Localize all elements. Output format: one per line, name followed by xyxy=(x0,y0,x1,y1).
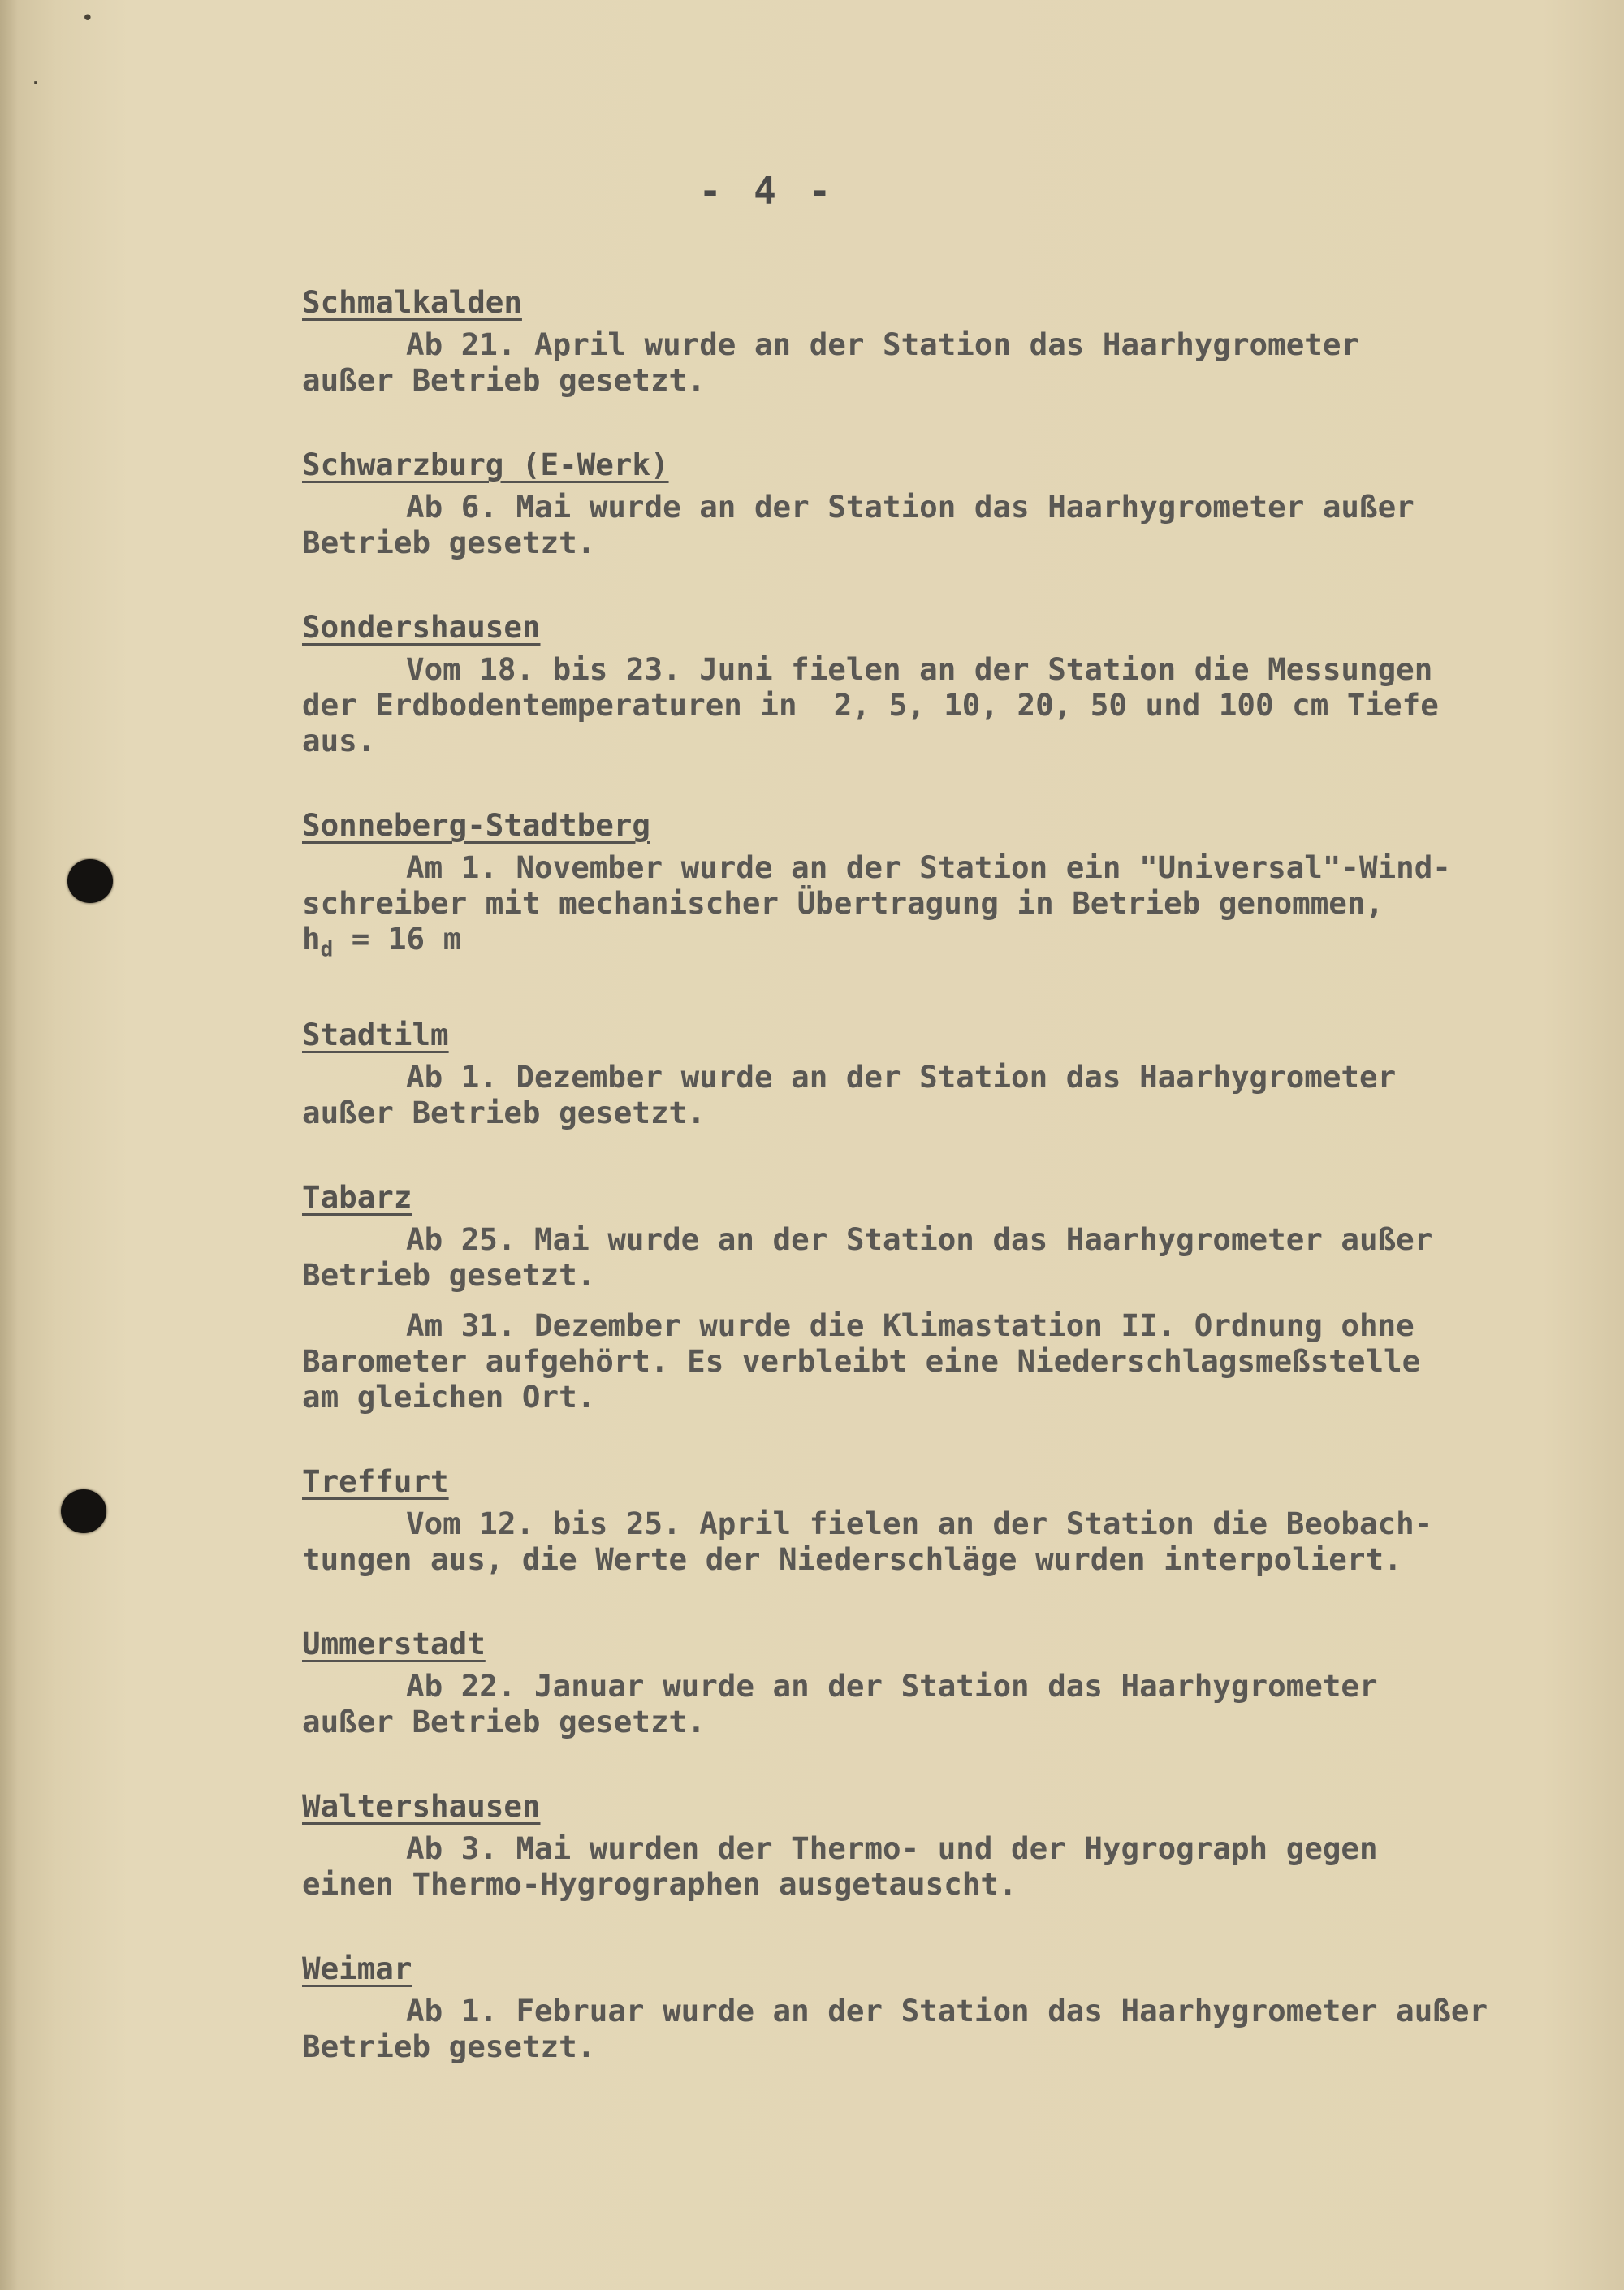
station-note xyxy=(302,1668,1585,1739)
station-entry xyxy=(302,609,1585,758)
station-note xyxy=(302,1993,1585,2064)
station-entry xyxy=(302,1463,1585,1577)
note-text: Ab 6. Mai wurde an der Station das Haarhygrometer außer Betrieb gesetzt. xyxy=(302,489,1415,560)
station-entry xyxy=(302,447,1585,560)
station-note xyxy=(302,489,1585,560)
note-text: Ab 21. April wurde an der Station das Haarhygrometer außer Betrieb gesetzt. xyxy=(302,326,1359,398)
station-note xyxy=(302,1506,1585,1577)
station-heading: Sondershausen xyxy=(302,609,541,645)
station-note xyxy=(302,1307,1585,1415)
station-heading: Tabarz xyxy=(302,1178,412,1215)
station-heading: Treffurt xyxy=(302,1463,449,1499)
ink-speck: • xyxy=(81,6,94,31)
station-entry xyxy=(302,1017,1585,1130)
note-text: Ab 1. Dezember wurde an der Station das Haarhygrometer außer Betrieb gesetzt. xyxy=(302,1058,1397,1130)
note-text: Am 31. Dezember wurde die Klimastation II. Ordnung ohne Barometer aufgehört. Es verbleibt eine Niederschlagsmeßstelle am gleichen Ort. xyxy=(302,1307,1421,1415)
station-entry xyxy=(302,1788,1585,1902)
station-heading: Waltershausen xyxy=(302,1787,541,1824)
height-subscript: d xyxy=(320,937,334,962)
note-text: Vom 18. bis 23. Juni fielen an der Station die Messungen der Erdbodentemperaturen in 2, 5, 10, 20, 50 und 100 cm Tiefe aus. xyxy=(302,651,1439,758)
station-heading: Ummerstadt xyxy=(302,1625,486,1661)
punch-hole-lower xyxy=(61,1489,106,1533)
station-note xyxy=(302,1221,1585,1293)
station-heading: Stadtilm xyxy=(302,1016,449,1052)
station-note xyxy=(302,651,1585,758)
station-entry xyxy=(302,1951,1585,2064)
note-text: Am 1. November wurde an der Station ein "Universal"-Wind- schreiber mit mechanischer Übertragung in Betrieb genommen, h xyxy=(302,849,1451,957)
note-text: Ab 1. Februar wurde an der Station das Haarhygrometer außer Betrieb gesetzt. xyxy=(302,1992,1488,2064)
station-note xyxy=(302,326,1585,398)
page-edge-shadow xyxy=(0,0,18,2290)
station-entry xyxy=(302,1179,1585,1415)
station-entry xyxy=(302,807,1585,968)
note-text: Ab 22. Januar wurde an der Station das Haarhygrometer außer Betrieb gesetzt. xyxy=(302,1667,1378,1739)
document-body xyxy=(302,284,1585,2113)
station-entry xyxy=(302,1626,1585,1739)
station-note xyxy=(302,849,1585,968)
station-note xyxy=(302,1830,1585,1902)
ink-speck: · xyxy=(29,71,42,96)
note-text: Ab 3. Mai wurden der Thermo- und der Hygrograph gegen einen Thermo-Hygrographen ausgetauscht. xyxy=(302,1830,1378,1902)
note-text: Vom 12. bis 25. April fielen an der Station die Beobach- tungen aus, die Werte der Niederschläge wurden interpoliert. xyxy=(302,1505,1433,1577)
height-value: = 16 m xyxy=(333,921,462,957)
station-heading: Weimar xyxy=(302,1950,412,1986)
note-text: Ab 25. Mai wurde an der Station das Haarhygrometer außer Betrieb gesetzt. xyxy=(302,1221,1433,1293)
station-heading: Schmalkalden xyxy=(302,284,522,320)
station-heading: Sonneberg-Stadtberg xyxy=(302,807,650,843)
station-entry xyxy=(302,284,1585,398)
page-number: - 4 - xyxy=(698,169,836,213)
station-note xyxy=(302,1059,1585,1130)
station-heading: Schwarzburg (E-Werk) xyxy=(302,447,669,482)
punch-hole-upper xyxy=(67,859,113,903)
